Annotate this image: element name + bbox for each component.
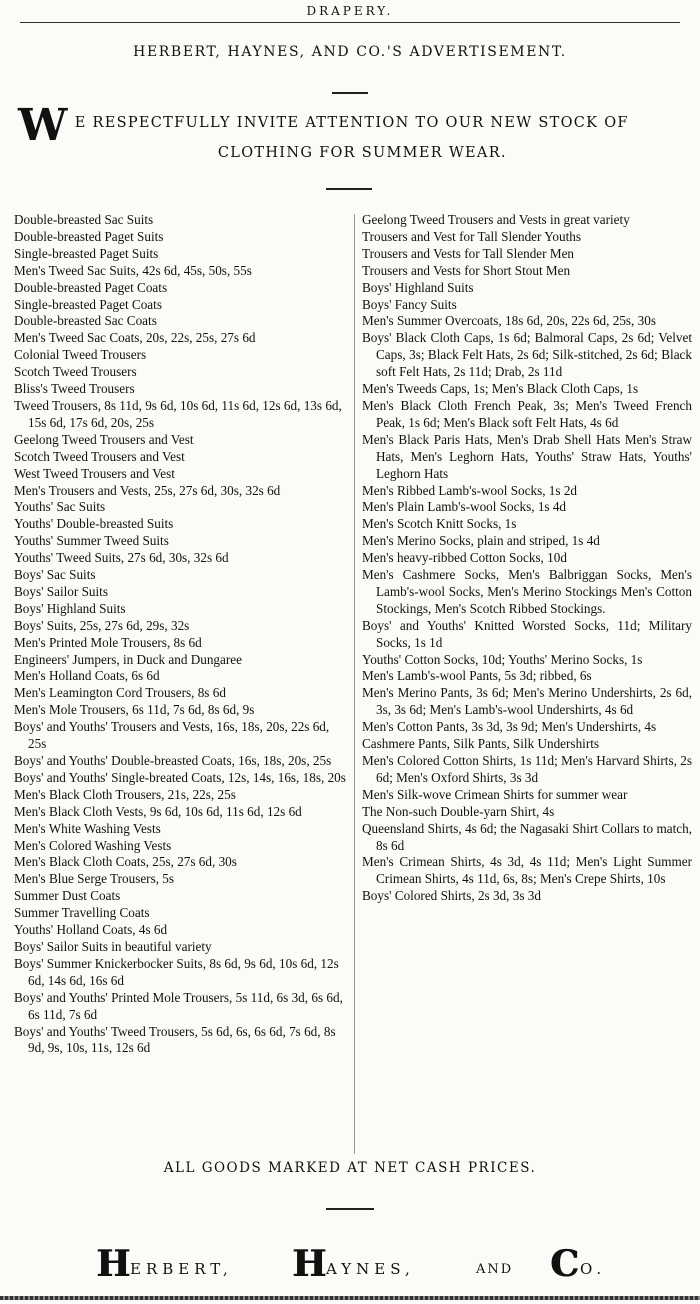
list-item: Youths' Double-breasted Suits <box>14 516 174 532</box>
section-heading: DRAPERY. <box>306 4 394 18</box>
list-item: Men's heavy-ribbed Cotton Socks, 10d <box>362 550 567 566</box>
closing-rule <box>326 1208 374 1210</box>
list-item: Trousers and Vest for Tall Slender Youths <box>362 228 581 244</box>
intro-paragraph <box>18 100 690 168</box>
list-item: Men's Black Paris Hats, Men's Drab Shell Hats Men's Straw Hats, Men's Leghorn Hats, Youths' Straw Hats, Youths' Leghorn Hats <box>362 431 692 481</box>
list-item: Trousers and Vests for Tall Slender Men <box>362 245 575 261</box>
list-item: Men's Colored Cotton Shirts, 1s 11d; Men's Harvard Shirts, 2s 6d; Men's Oxford Shirts, 3s 3d <box>362 753 692 785</box>
list-item: Boys' and Youths' Tweed Trousers, 5s 6d, 6s, 6s 6d, 7s 6d, 8s 9d, 9s, 10s, 11s, 12s 6d <box>14 1023 336 1056</box>
list-item: Men's Tweeds Caps, 1s; Men's Black Cloth Caps, 1s <box>362 381 639 397</box>
list-item: Men's White Washing Vests <box>14 820 161 836</box>
intro-line-1: E RESPECTFULLY INVITE ATTENTION TO OUR NEW STOCK OF <box>74 115 629 131</box>
list-item: Youths' Summer Tweed Suits <box>14 533 169 549</box>
list-item: Men's Lamb's-wool Pants, 5s 3d; ribbed, 6s <box>362 668 592 684</box>
intro-line-2: CLOTHING FOR SUMMER WEAR. <box>217 145 507 161</box>
list-item: Men's Cotton Pants, 3s 3d, 3s 9d; Men's Undershirts, 4s <box>362 719 657 735</box>
list-item: Boys' and Youths' Double-breasted Coats, 16s, 18s, 20s, 25s <box>14 753 332 768</box>
list-item: Men's Leamington Cord Trousers, 8s 6d <box>14 685 226 701</box>
list-item: Men's Crimean Shirts, 4s 3d, 4s 11d; Men's Light Summer Crimean Shirts, 4s 11d, 6s, 8s; Men's Crepe Shirts, 10s <box>362 854 692 887</box>
list-item: Men's Holland Coats, 6s 6d <box>14 668 160 684</box>
list-item: Engineers' Jumpers, in Duck and Dungaree <box>14 651 242 667</box>
list-item: Tweed Trousers, 8s 11d, 9s 6d, 10s 6d, 11s 6d, 12s 6d, 13s 6d, 15s 6d, 17s 6d, 20s, 25s <box>14 397 342 430</box>
list-item: Summer Travelling Coats <box>14 905 150 921</box>
list-item: Boys' Sailor Suits in beautiful variety <box>14 938 212 954</box>
list-item: Boys' Highland Suits <box>14 600 126 616</box>
list-item: Youths' Sac Suits <box>14 499 106 515</box>
list-item: Boys' Sac Suits <box>14 567 96 583</box>
list-item: Youths' Cotton Socks, 10d; Youths' Merino Socks, 1s <box>362 651 643 667</box>
list-item: Men's Ribbed Lamb's-wool Socks, 1s 2d <box>362 482 578 498</box>
intro-rule <box>326 188 372 190</box>
list-item: Men's Colored Washing Vests <box>14 837 172 853</box>
list-item: Men's Mole Trousers, 6s 11d, 7s 6d, 8s 6d, 9s <box>14 702 255 718</box>
signature-word-haynes: AYNES, <box>326 1260 415 1278</box>
list-item: Youths' Holland Coats, 4s 6d <box>14 922 168 938</box>
list-item: Scotch Tweed Trousers <box>14 364 137 380</box>
signature-word-herbert: ERBERT, <box>130 1260 233 1278</box>
list-item: Men's Tweed Sac Suits, 42s 6d, 45s, 50s, 55s <box>14 262 252 278</box>
list-item: Geelong Tweed Trousers and Vest <box>14 431 194 447</box>
list-item: Men's Black Cloth Vests, 9s 6d, 10s 6d, 11s 6d, 12s 6d <box>14 803 302 819</box>
list-item: Men's Scotch Knitt Socks, 1s <box>362 516 517 532</box>
list-item: Men's Black Cloth French Peak, 3s; Men's Tweed French Peak, 1s 6d; Men's Black soft Felt Hats, 4s 6d <box>362 397 692 430</box>
list-item: Boys' and Youths' Single-breated Coats, 12s, 14s, 16s, 18s, 20s <box>14 769 346 785</box>
list-item: Men's Black Cloth Coats, 25s, 27s 6d, 30s <box>14 854 237 870</box>
header-rule <box>20 22 680 23</box>
signature-cap-c: C <box>550 1243 584 1285</box>
list-item: Boys' Summer Knickerbocker Suits, 8s 6d, 9s 6d, 10s 6d, 12s 6d, 14s 6d, 16s 6d <box>14 955 339 988</box>
list-item: Men's Summer Overcoats, 18s 6d, 20s, 22s 6d, 25s, 30s <box>362 313 656 329</box>
list-item: Men's Black Cloth Trousers, 21s, 22s, 25s <box>14 786 236 802</box>
list-item: Men's Plain Lamb's-wool Socks, 1s 4d <box>362 499 567 515</box>
list-item: Men's Tweed Sac Coats, 20s, 22s, 25s, 27s 6d <box>14 330 256 346</box>
signature-word-co: O. <box>580 1260 607 1278</box>
left-column <box>14 212 350 1057</box>
list-item: Men's Silk-wove Crimean Shirts for summer wear <box>362 786 628 802</box>
list-item: Trousers and Vests for Short Stout Men <box>362 262 571 278</box>
list-item: West Tweed Trousers and Vest <box>14 465 175 481</box>
list-item: Men's Merino Socks, plain and striped, 1s 4d <box>362 533 600 549</box>
list-item: Boys' Sailor Suits <box>14 583 108 599</box>
list-item: Boys' and Youths' Knitted Worsted Socks, 11d; Military Socks, 1s 1d <box>362 617 692 650</box>
title-rule <box>332 92 368 94</box>
list-item: Double-breasted Paget Coats <box>14 279 168 295</box>
signature-cap-h2: H <box>292 1243 332 1285</box>
list-item: Boys' Fancy Suits <box>362 296 457 312</box>
signature <box>96 1243 656 1296</box>
list-item: Boys' Colored Shirts, 2s 3d, 3s 3d <box>362 888 541 904</box>
list-item: Cashmere Pants, Silk Pants, Silk Undershirts <box>362 736 600 752</box>
bottom-border <box>0 1296 700 1300</box>
list-item: Men's Merino Pants, 3s 6d; Men's Merino Undershirts, 2s 6d, 3s, 3s 6d; Men's Lamb's-wool Undershirts, 4s 6d <box>362 685 692 718</box>
list-item: Men's Blue Serge Trousers, 5s <box>14 871 175 887</box>
list-item: Colonial Tweed Trousers <box>14 347 147 363</box>
closing-notice: ALL GOODS MARKED AT NET CASH PRICES. <box>163 1160 537 1176</box>
list-item: Boys' Black Cloth Caps, 1s 6d; Balmoral Caps, 2s 6d; Velvet Caps, 3s; Black Felt Hats, 2s 6d; Silk-stitched, 2s 6d; Black soft Felt Hats, 2s 11d; Drab, 2s 11d <box>362 330 692 380</box>
signature-word-and: AND <box>476 1262 514 1277</box>
list-item: Men's Cashmere Socks, Men's Balbriggan Socks, Men's Lamb's-wool Socks, Men's Merino Stockings Men's Cotton Stockings, Men's Scotch Ribbed Stockings. <box>362 567 692 616</box>
list-item: Queensland Shirts, 4s 6d; the Nagasaki Shirt Collars to match, 8s 6d <box>362 820 692 853</box>
list-item: Boys' and Youths' Printed Mole Trousers, 5s 11d, 6s 3d, 6s 6d, 6s 11d, 7s 6d <box>14 989 343 1022</box>
list-item: Boys' Suits, 25s, 27s 6d, 29s, 32s <box>14 617 190 633</box>
list-item: Single-breasted Paget Coats <box>14 296 162 312</box>
column-divider <box>354 214 355 1154</box>
list-item: Scotch Tweed Trousers and Vest <box>14 448 185 464</box>
list-item: The Non-such Double-yarn Shirt, 4s <box>362 803 555 819</box>
list-item: Bliss's Tweed Trousers <box>14 381 135 397</box>
list-item: Single-breasted Paget Suits <box>14 245 159 261</box>
list-item: Men's Trousers and Vests, 25s, 27s 6d, 30s, 32s 6d <box>14 482 281 498</box>
signature-cap-h1: H <box>96 1243 136 1285</box>
list-item: Youths' Tweed Suits, 27s 6d, 30s, 32s 6d <box>14 550 229 566</box>
list-item: Double-breasted Paget Suits <box>14 228 164 244</box>
list-item: Double-breasted Sac Coats <box>14 313 157 329</box>
list-item: Geelong Tweed Trousers and Vests in great variety <box>362 212 630 227</box>
list-item: Boys' Highland Suits <box>362 279 474 295</box>
list-item: Summer Dust Coats <box>14 888 121 904</box>
list-item: Men's Printed Mole Trousers, 8s 6d <box>14 634 202 650</box>
intro-dropcap: W <box>18 100 69 151</box>
right-column <box>362 212 692 905</box>
list-item: Boys' and Youths' Trousers and Vests, 16s, 18s, 20s, 22s 6d, 25s <box>14 719 330 752</box>
list-item: Double-breasted Sac Suits <box>14 212 154 227</box>
advertisement-title: HERBERT, HAYNES, AND CO.'S ADVERTISEMENT. <box>133 44 567 60</box>
